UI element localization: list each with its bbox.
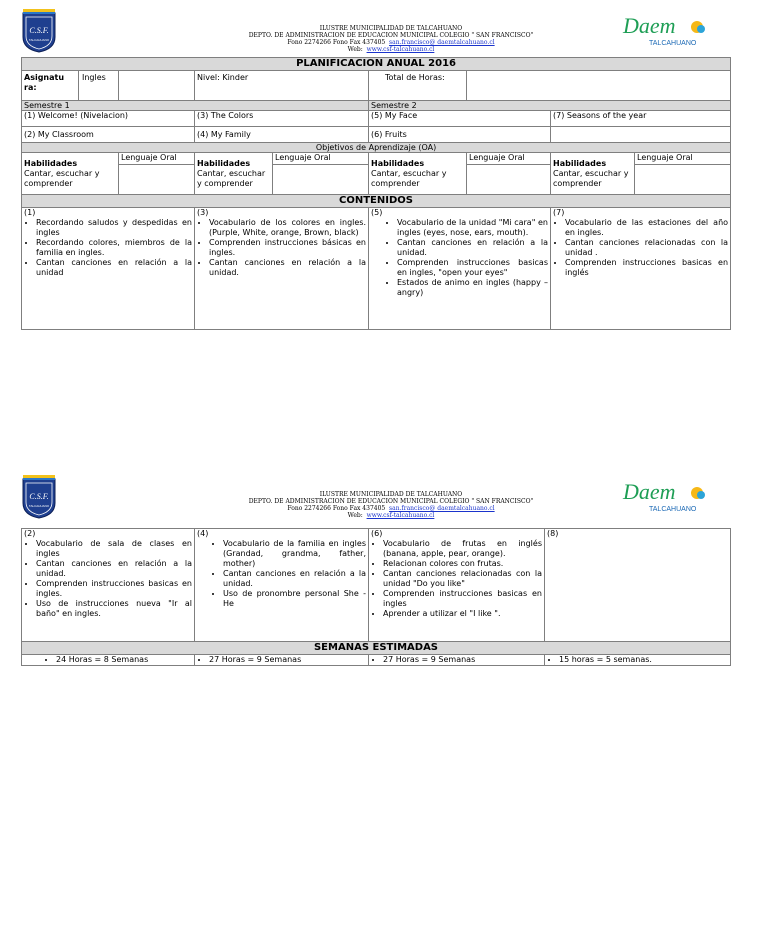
list-item: • Cantan canciones en relación a la unidad xyxy=(36,258,192,278)
list-item: • Comprenden instrucciones basicas en ingles, "open your eyes" xyxy=(397,258,548,278)
daem-logo-sub: TALCAHUANO xyxy=(649,40,697,47)
web-label: Web: xyxy=(347,512,363,519)
school-logo-text: C.S.F. xyxy=(29,492,49,501)
semestre-1: Semestre 1 xyxy=(22,101,369,111)
web-label: Web: xyxy=(347,46,363,53)
contenido-5 xyxy=(369,208,551,330)
asignatura-value: Ingles xyxy=(82,73,106,82)
list-item: • Vocabulario de sala de clases en ingles xyxy=(36,539,192,559)
lenguaje-oral-label: Lenguaje Oral xyxy=(119,153,194,165)
list-item: • Estados de animo en ingles (happy – angry) xyxy=(397,278,548,298)
contenido-number: (5) xyxy=(371,208,383,217)
list-item: • Vocabulario de frutas en inglés (banana, apple, pear, orange). xyxy=(383,539,542,559)
habilidades-cell-3 xyxy=(369,153,467,195)
contenido-number: (4) xyxy=(197,529,209,538)
letterhead-line2: DEPTO. DE ADMINISTRACION DE EDUCACION MUNICIPAL COLEGIO " SAN FRANCISCO" xyxy=(248,498,534,505)
contenido-number: (7) xyxy=(553,208,565,217)
daem-logo-text: Daem xyxy=(623,479,676,504)
semanas-2 xyxy=(195,655,369,666)
contenido-number: (1) xyxy=(24,208,36,217)
list-item: • 27 Horas = 9 Semanas xyxy=(383,655,542,665)
contenido-number: (3) xyxy=(197,208,209,217)
letterhead-line4 xyxy=(181,512,601,519)
contenidos-table-page-2 xyxy=(21,528,731,666)
school-logo-sub: TALCAHUANO xyxy=(28,38,50,42)
contenido-number: (2) xyxy=(24,529,36,538)
letterhead-line3 xyxy=(181,505,601,512)
list-item: • 15 horas = 5 semanas. xyxy=(559,655,728,665)
unit-7: (7) Seasons of the year xyxy=(551,111,731,127)
list-item: • Comprenden instrucciones basicas en ingles xyxy=(383,589,542,609)
unit-5: (5) My Face xyxy=(369,111,551,127)
contenido-3 xyxy=(195,208,369,330)
semestre-2: Semestre 2 xyxy=(369,101,731,111)
list-item: • Uso de instrucciones nueva "Ir al baño" en ingles. xyxy=(36,599,192,619)
lenguaje-oral-label: Lenguaje Oral xyxy=(635,153,730,165)
daem-logo-sub: TALCAHUANO xyxy=(649,506,697,513)
lenguaje-oral-label: Lenguaje Oral xyxy=(467,153,550,165)
list-item: • Comprenden instrucciones basicas en inglés xyxy=(565,258,728,278)
annual-plan-table xyxy=(21,57,731,330)
asignatura-label: Asignatu ra: xyxy=(22,71,79,100)
contenidos-title: CONTENIDOS xyxy=(22,195,731,208)
letterhead-line1: ILUSTRE MUNICIPALIDAD DE TALCAHUANO xyxy=(319,25,463,32)
habilidades-cell-4 xyxy=(551,153,635,195)
skill-text: Cantar, escuchar y comprender xyxy=(553,169,629,188)
list-item: • Cantan canciones en relación a la unidad. xyxy=(209,258,366,278)
contenido-2 xyxy=(22,529,195,642)
habilidades-label: Habilidades xyxy=(371,159,425,168)
unit-4: (4) My Family xyxy=(195,127,369,143)
letterhead xyxy=(21,9,729,57)
phone-text: Fono 2274266 Fono Fax 437405 xyxy=(287,39,386,46)
letterhead-line2: DEPTO. DE ADMINISTRACION DE EDUCACION MUNICIPAL COLEGIO " SAN FRANCISCO" xyxy=(248,32,534,39)
letterhead-line3 xyxy=(181,39,601,46)
skill-text: Cantar, escuchar y comprender xyxy=(24,169,100,188)
list-item: • Aprender a utilizar el "I like ". xyxy=(383,609,542,619)
total-horas-value xyxy=(467,71,731,101)
list-item: • Cantan canciones en relación a la unidad. xyxy=(397,238,548,258)
list-item: • Cantan canciones en relación a la unidad. xyxy=(36,559,192,579)
school-logo-sub: TALCAHUANO xyxy=(28,504,50,508)
email-link[interactable]: san.francisco@ daemtalcahuano.cl xyxy=(389,505,495,512)
list-item: • 27 Horas = 9 Semanas xyxy=(209,655,366,665)
school-crest-logo xyxy=(21,9,57,53)
contenido-1 xyxy=(22,208,195,330)
list-item: • Vocabulario de la familia en ingles (Grandad, grandma, father, mother) xyxy=(223,539,366,569)
web-link[interactable]: www.csf-talcahuano.cl xyxy=(366,512,435,519)
contenido-4 xyxy=(195,529,369,642)
letterhead-text xyxy=(181,25,601,53)
daem-logo xyxy=(621,475,711,515)
school-crest-logo xyxy=(21,475,57,519)
unit-2: (2) My Classroom xyxy=(22,127,195,143)
semanas-1 xyxy=(22,655,195,666)
web-link[interactable]: www.csf-talcahuano.cl xyxy=(366,46,435,53)
oa-title: Objetivos de Aprendizaje (OA) xyxy=(22,143,731,153)
lenguaje-oral-label: Lenguaje Oral xyxy=(273,153,368,165)
list-item: • 24 Horas = 8 Semanas xyxy=(56,655,192,665)
letterhead-line1: ILUSTRE MUNICIPALIDAD DE TALCAHUANO xyxy=(319,491,463,498)
list-item: • Relacionan colores con frutas. xyxy=(383,559,542,569)
contenido-7 xyxy=(551,208,731,330)
list-item: • Recordando saludos y despedidas en ingles xyxy=(36,218,192,238)
habilidades-cell-1 xyxy=(22,153,119,195)
semanas-3 xyxy=(369,655,545,666)
letterhead-line4 xyxy=(181,46,601,53)
list-item: • Vocabulario de la unidad "Mi cara" en ingles (eyes, nose, ears, mouth). xyxy=(397,218,548,238)
unit-6: (6) Fruits xyxy=(369,127,551,143)
list-item: • Recordando colores, miembros de la familia en ingles. xyxy=(36,238,192,258)
semanas-title: SEMANAS ESTIMADAS xyxy=(22,642,731,655)
habilidades-label: Habilidades xyxy=(24,159,78,168)
list-item: • Cantan canciones relacionadas con la unidad "Do you like" xyxy=(383,569,542,589)
habilidades-label: Habilidades xyxy=(553,159,607,168)
contenido-number: (6) xyxy=(371,529,383,538)
daem-logo-text: Daem xyxy=(623,13,676,38)
list-item: • Cantan canciones relacionadas con la unidad . xyxy=(565,238,728,258)
email-link[interactable]: san.francisco@ daemtalcahuano.cl xyxy=(389,39,495,46)
skill-text: Cantar, escuchar y comprender xyxy=(197,169,266,188)
phone-text: Fono 2274266 Fono Fax 437405 xyxy=(287,505,386,512)
habilidades-label: Habilidades xyxy=(197,159,251,168)
plan-title: PLANIFICACION ANUAL 2016 xyxy=(22,58,731,71)
total-horas-label: Total de Horas: xyxy=(369,71,467,101)
semanas-4 xyxy=(545,655,731,666)
list-item: • Comprenden instrucciones basicas en ingles. xyxy=(36,579,192,599)
unit-3: (3) The Colors xyxy=(195,111,369,127)
list-item: • Cantan canciones en relación a la unidad. xyxy=(223,569,366,589)
skill-text: Cantar, escuchar y comprender xyxy=(371,169,447,188)
habilidades-cell-2 xyxy=(195,153,273,195)
letterhead-text xyxy=(181,491,601,519)
letterhead-page-2 xyxy=(21,475,729,523)
contenido-number: (8) xyxy=(547,529,559,538)
list-item: • Comprenden instrucciones básicas en ingles. xyxy=(209,238,366,258)
contenido-8 xyxy=(545,529,731,642)
school-logo-text: C.S.F. xyxy=(29,26,49,35)
list-item: • Uso de pronombre personal She - He xyxy=(223,589,366,609)
daem-logo xyxy=(621,9,711,49)
contenido-6 xyxy=(369,529,545,642)
unit-1: (1) Welcome! (Nivelacion) xyxy=(22,111,195,127)
list-item: • Vocabulario de las estaciones del año en ingles. xyxy=(565,218,728,238)
nivel-field: Nivel: Kinder xyxy=(195,71,369,101)
list-item: • Vocabulario de los colores en ingles. (Purple, White, orange, Brown, black) xyxy=(209,218,366,238)
